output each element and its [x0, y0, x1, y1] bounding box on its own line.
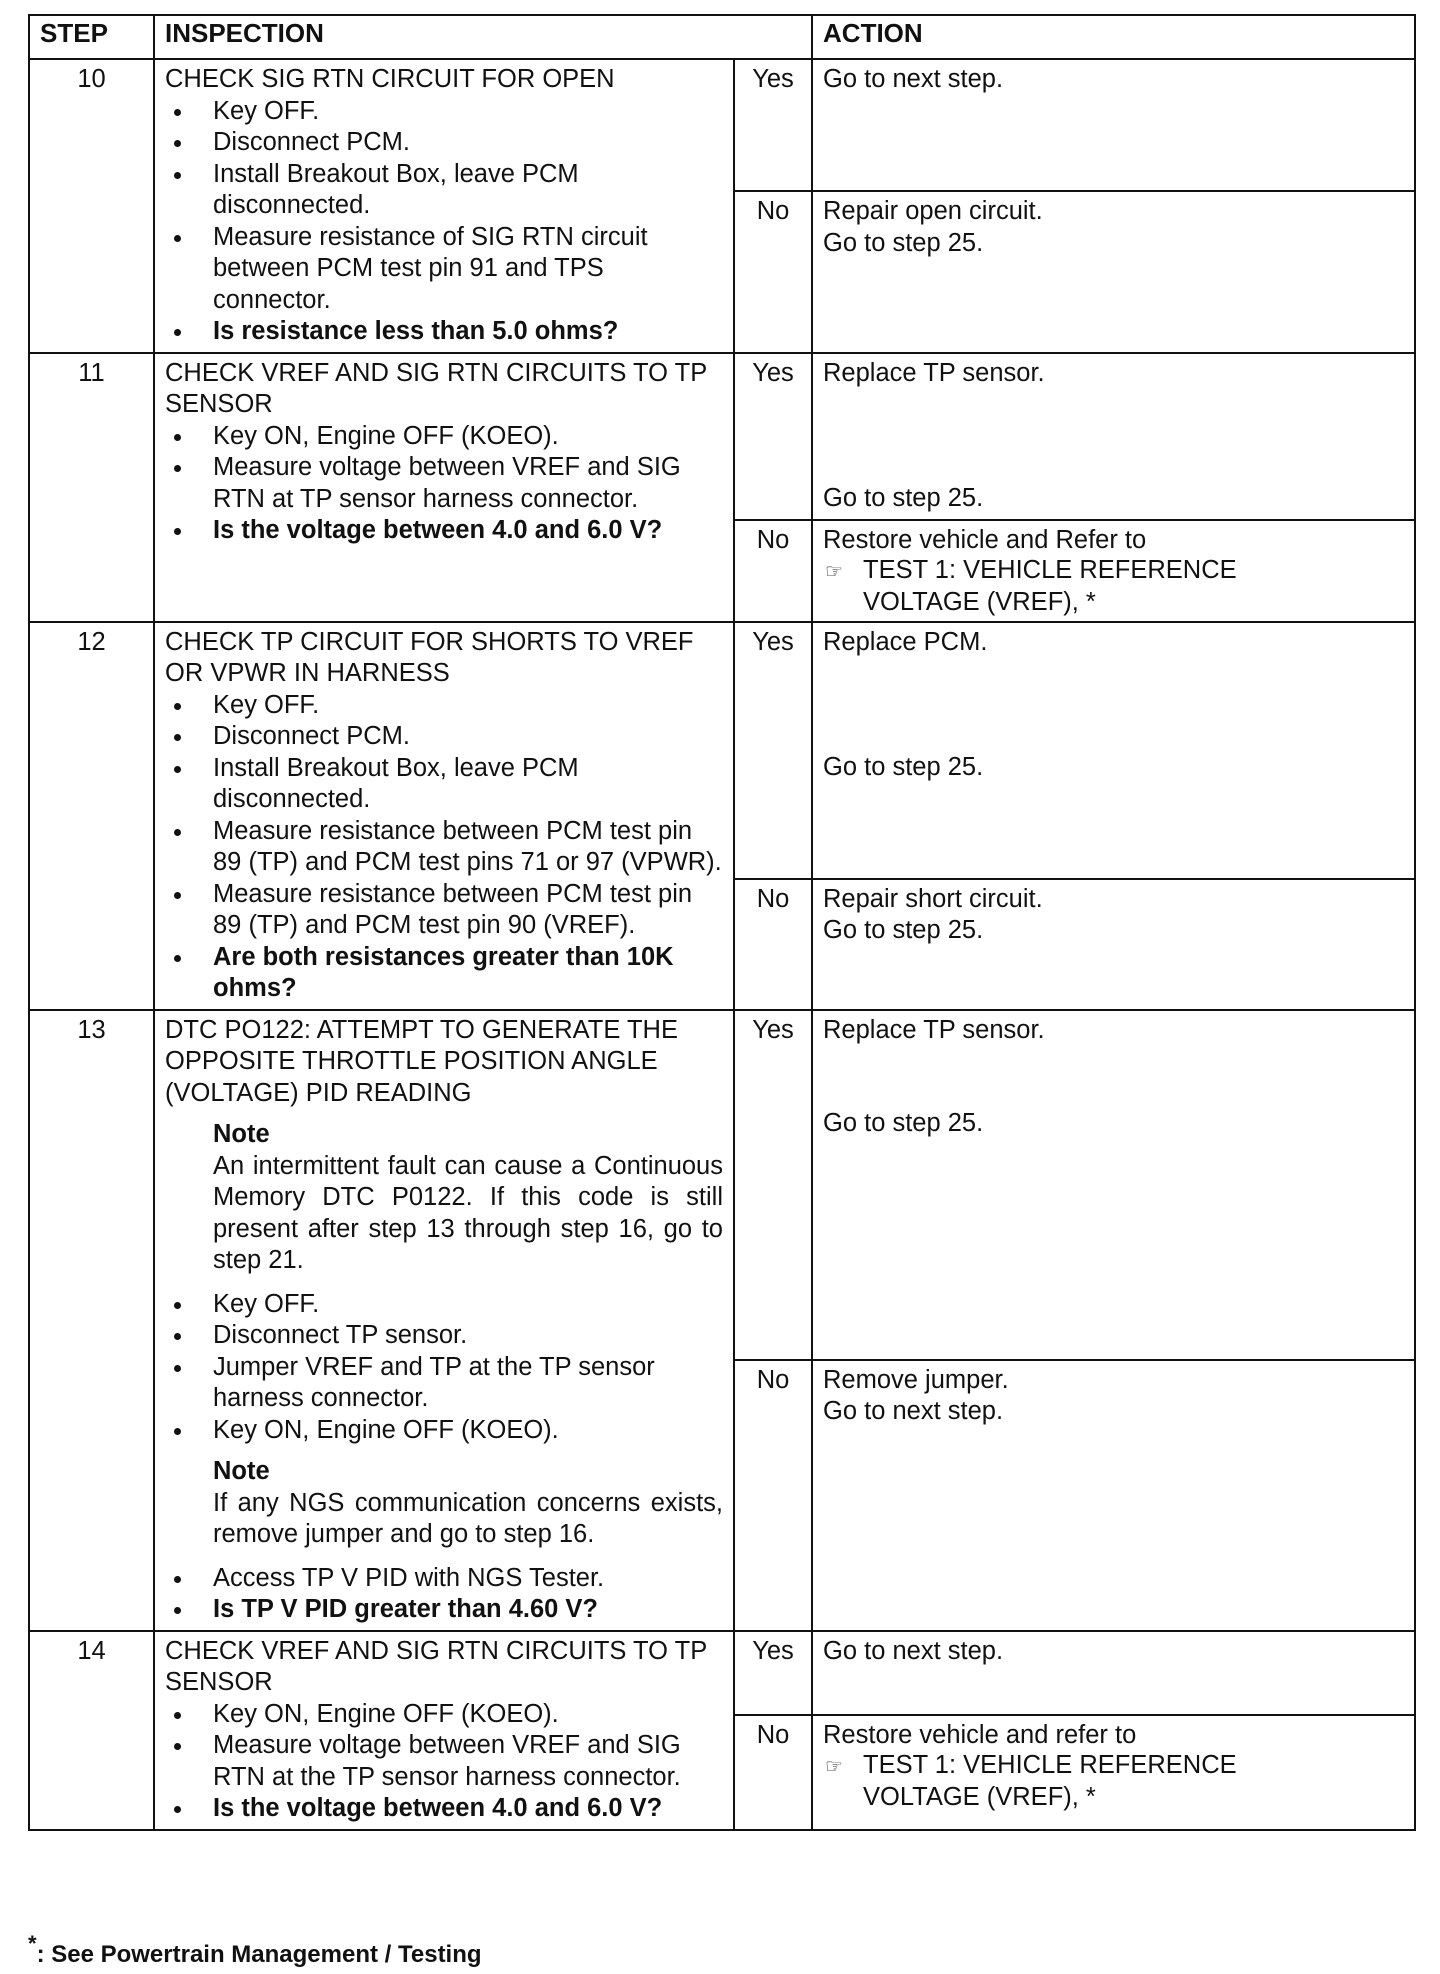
note-block — [213, 1119, 723, 1277]
no-label: No — [734, 879, 812, 1010]
bullet-list — [165, 1699, 723, 1825]
action-line: Restore vehicle and Refer to — [823, 525, 1147, 554]
yes-label: Yes — [734, 622, 812, 879]
list-item: Install Breakout Box, leave PCM disconnected. — [165, 753, 723, 816]
procedure-page — [28, 14, 1416, 1831]
no-label: No — [734, 191, 812, 353]
reference-text: TEST 1: VEHICLE REFERENCE — [863, 1750, 1237, 1779]
list-item: Measure voltage between VREF and SIG RTN at TP sensor harness connector. — [165, 452, 723, 515]
action-line: Remove jumper. — [823, 1365, 1009, 1394]
action-line: Replace PCM. — [823, 627, 988, 656]
header-inspection: INSPECTION — [154, 15, 812, 59]
list-item: Measure resistance between PCM test pin 89 (TP) and PCM test pins 71 or 97 (VPWR). — [165, 816, 723, 879]
action-line: Repair short circuit. — [823, 884, 1043, 913]
action-line: Go to step 25. — [823, 916, 984, 944]
question-item: Is TP V PID greater than 4.60 V? — [165, 1594, 723, 1626]
pointing-hand-icon: ☞ — [825, 560, 843, 583]
no-action — [812, 1360, 1415, 1631]
no-action — [812, 1715, 1415, 1830]
yes-action: Go to next step. — [812, 59, 1415, 191]
step-title: CHECK VREF AND SIG RTN CIRCUITS TO TP SENSOR — [165, 358, 707, 418]
footnote-mark: * — [28, 1931, 37, 1956]
step-title: DTC PO122: ATTEMPT TO GENERATE THE OPPOSITE THROTTLE POSITION ANGLE (VOLTAGE) PID READING — [165, 1015, 678, 1107]
list-item: Access TP V PID with NGS Tester. — [165, 1563, 723, 1595]
step-number: 11 — [29, 353, 154, 622]
no-label: No — [734, 520, 812, 622]
step-number: 10 — [29, 59, 154, 353]
no-label: No — [734, 1360, 812, 1631]
question-item: Are both resistances greater than 10K ohms? — [165, 942, 723, 1005]
list-item: Disconnect PCM. — [165, 721, 723, 753]
step-number: 14 — [29, 1631, 154, 1830]
note-heading: Note — [213, 1120, 270, 1148]
yes-action — [812, 353, 1415, 520]
footnote-text: : See Powertrain Management / Testing — [36, 1941, 482, 1968]
list-item: Measure resistance between PCM test pin 89 (TP) and PCM test pin 90 (VREF). — [165, 879, 723, 942]
header-row — [29, 15, 1415, 59]
note-heading: Note — [213, 1457, 270, 1485]
bullet-list — [165, 1289, 723, 1447]
action-line: Go to step 25. — [823, 484, 984, 512]
step-number: 12 — [29, 622, 154, 1010]
step-number: 13 — [29, 1010, 154, 1631]
list-item: Key OFF. — [165, 96, 723, 128]
footnote — [28, 1930, 482, 1971]
step-title: CHECK VREF AND SIG RTN CIRCUITS TO TP SENSOR — [165, 1636, 707, 1696]
header-step: STEP — [29, 15, 154, 59]
action-line: Go to next step. — [823, 1397, 1004, 1425]
inspection-cell — [154, 1631, 734, 1830]
table-row — [29, 353, 1415, 520]
question-item: Is the voltage between 4.0 and 6.0 V? — [165, 1793, 723, 1825]
no-action — [812, 520, 1415, 622]
list-item: Disconnect TP sensor. — [165, 1320, 723, 1352]
bullet-list — [165, 1563, 723, 1626]
table-row — [29, 622, 1415, 879]
yes-label: Yes — [734, 1010, 812, 1360]
list-item: Key OFF. — [165, 690, 723, 722]
header-action: ACTION — [812, 15, 1415, 59]
no-action — [812, 879, 1415, 1010]
pointing-hand-icon: ☞ — [825, 1755, 843, 1778]
reference-link[interactable] — [823, 1750, 1404, 1782]
action-line: Replace TP sensor. — [823, 358, 1045, 387]
step-title: CHECK SIG RTN CIRCUIT FOR OPEN — [165, 65, 615, 93]
list-item: Disconnect PCM. — [165, 127, 723, 159]
note-text: If any NGS communication concerns exists, remove jumper and go to step 16. — [213, 1488, 723, 1548]
no-action — [812, 191, 1415, 353]
inspection-cell — [154, 353, 734, 622]
list-item: Key ON, Engine OFF (KOEO). — [165, 1415, 723, 1447]
list-item: Measure voltage between VREF and SIG RTN at the TP sensor harness connector. — [165, 1730, 723, 1793]
yes-action — [812, 622, 1415, 879]
reference-link[interactable] — [823, 555, 1404, 587]
list-item: Measure resistance of SIG RTN circuit between PCM test pin 91 and TPS connector. — [165, 222, 723, 317]
inspection-cell — [154, 622, 734, 1010]
table-row — [29, 59, 1415, 191]
list-item: Key OFF. — [165, 1289, 723, 1321]
table-row — [29, 1631, 1415, 1715]
action-line: Go to step 25. — [823, 228, 984, 257]
list-item: Key ON, Engine OFF (KOEO). — [165, 1699, 723, 1731]
bullet-list — [165, 421, 723, 547]
action-line: Repair open circuit. — [823, 197, 1043, 225]
yes-action — [812, 1010, 1415, 1360]
reference-text-cont: VOLTAGE (VREF), * — [863, 587, 1096, 616]
yes-label: Yes — [734, 353, 812, 520]
step-title: CHECK TP CIRCUIT FOR SHORTS TO VREF OR VPWR IN HARNESS — [165, 627, 694, 687]
question-item: Is the voltage between 4.0 and 6.0 V? — [165, 515, 723, 547]
no-label: No — [734, 1715, 812, 1830]
reference-text-cont: VOLTAGE (VREF), * — [863, 1782, 1096, 1811]
yes-label: Yes — [734, 1631, 812, 1715]
question-item: Is resistance less than 5.0 ohms? — [165, 316, 723, 348]
note-block — [213, 1456, 723, 1551]
inspection-cell — [154, 59, 734, 353]
action-line: Go to step 25. — [823, 1109, 984, 1137]
bullet-list — [165, 96, 723, 348]
note-text: An intermittent fault can cause a Continuous Memory DTC P0122. If this code is still present after step 13 through step 16, go to step 21. — [213, 1151, 723, 1274]
table-row — [29, 1010, 1415, 1360]
action-line: Restore vehicle and refer to — [823, 1720, 1137, 1749]
reference-text: TEST 1: VEHICLE REFERENCE — [863, 555, 1237, 584]
list-item: Install Breakout Box, leave PCM disconnected. — [165, 159, 723, 222]
yes-action: Go to next step. — [812, 1631, 1415, 1715]
inspection-cell — [154, 1010, 734, 1631]
bullet-list — [165, 690, 723, 1005]
diagnostic-table — [28, 14, 1416, 1831]
yes-label: Yes — [734, 59, 812, 191]
action-line: Replace TP sensor. — [823, 1015, 1045, 1044]
list-item: Key ON, Engine OFF (KOEO). — [165, 421, 723, 453]
list-item: Jumper VREF and TP at the TP sensor harness connector. — [165, 1352, 723, 1415]
action-line: Go to step 25. — [823, 753, 984, 781]
